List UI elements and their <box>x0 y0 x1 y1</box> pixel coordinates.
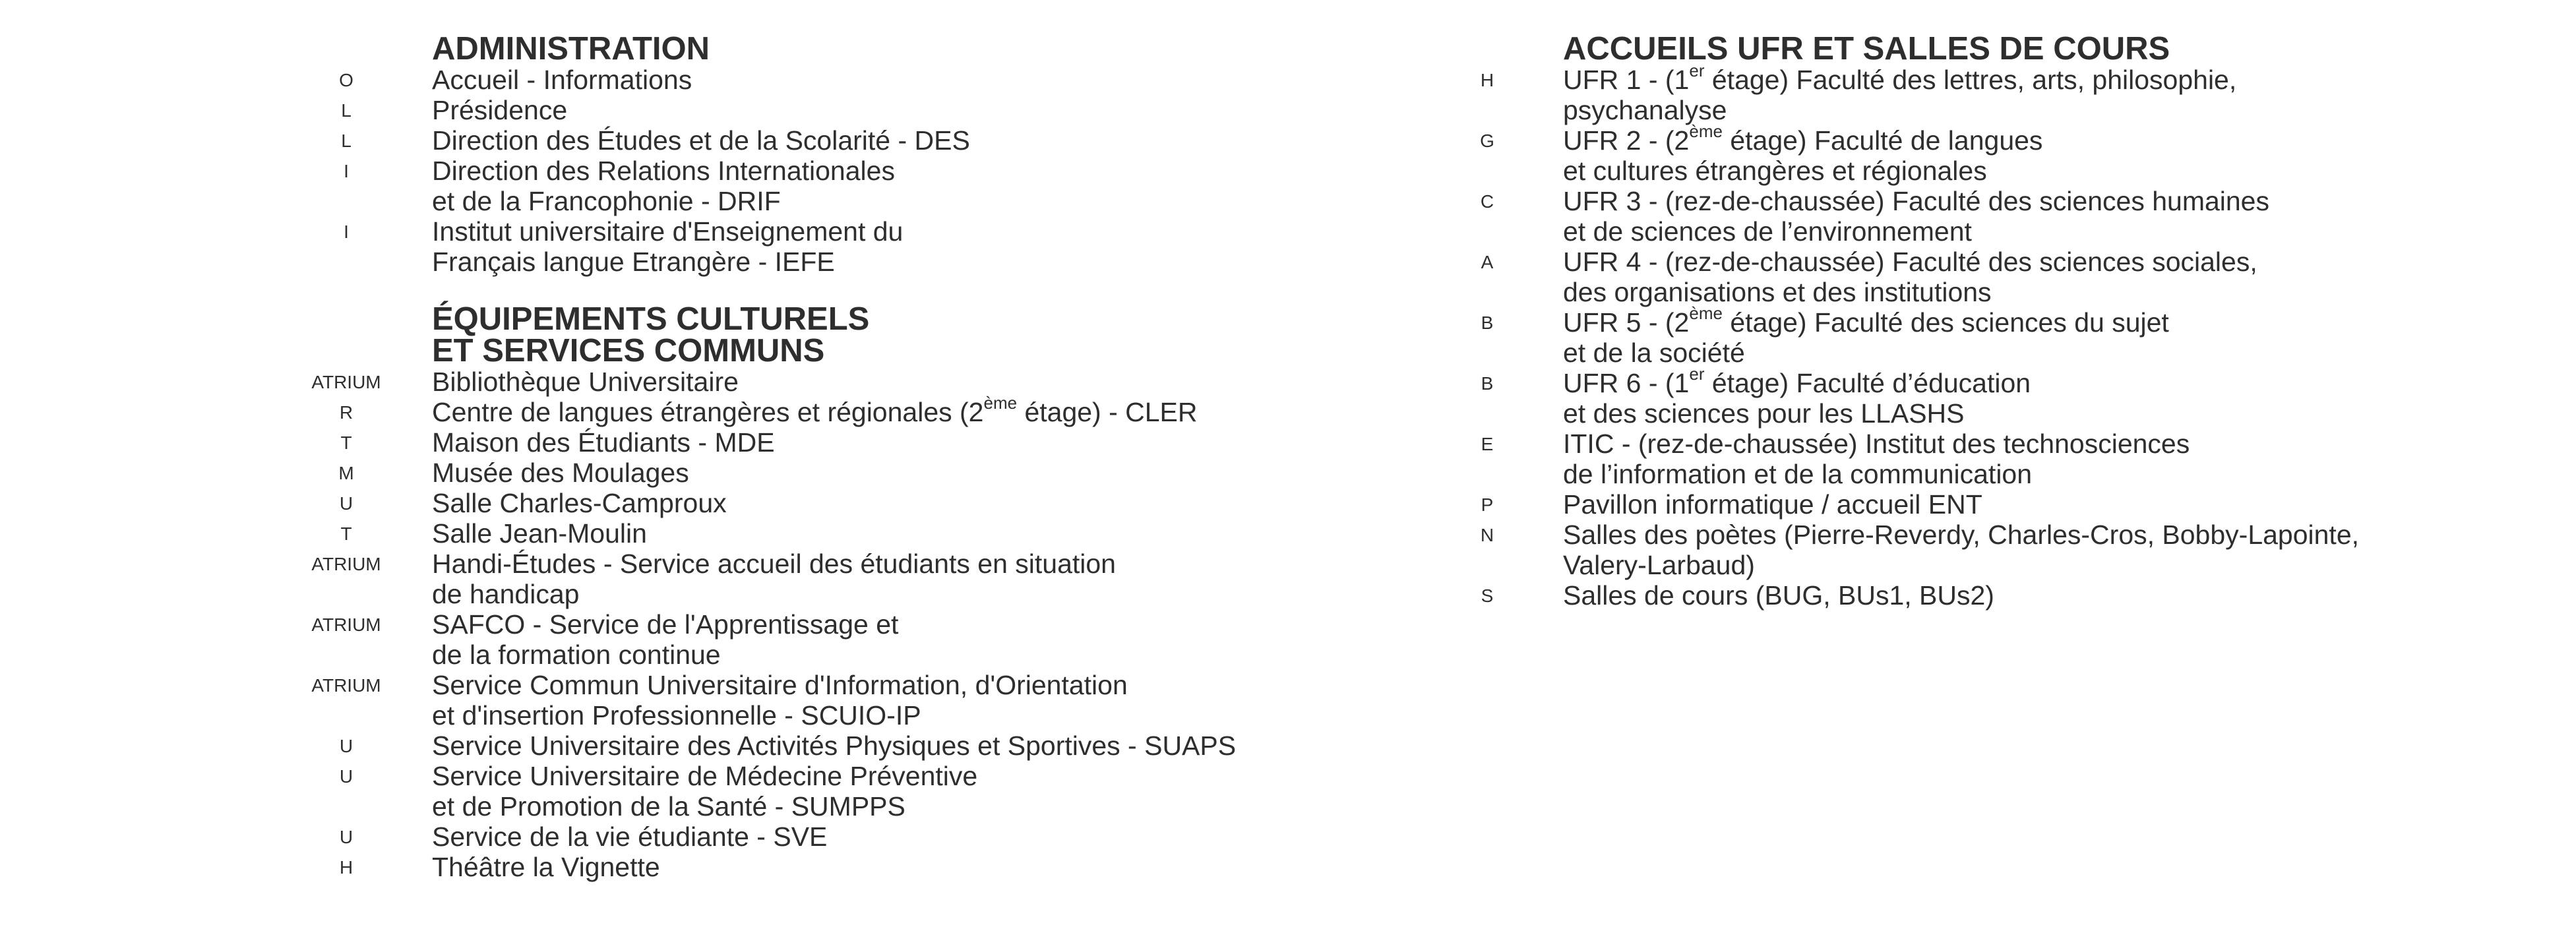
location-code: L <box>341 100 352 121</box>
location-code: U <box>339 493 353 514</box>
list-item <box>0 822 1286 852</box>
ordinal-superscript: er <box>1689 364 1705 384</box>
list-item <box>1451 429 2572 489</box>
entry-label-text: Salles des poètes (Pierre-Reverdy, Charles-Cros, Bobby-Lapointe, Valery-Larbaud) <box>1563 520 2360 580</box>
entry-label-text: ITIC - (rez-de-chaussée) Institut des technosciences de l’information et de la communication <box>1563 429 2190 489</box>
entry-label <box>1563 303 2572 368</box>
list-item <box>1451 121 2572 186</box>
entry-label <box>432 393 1286 427</box>
location-code: U <box>339 827 353 847</box>
entry-list <box>0 367 1286 882</box>
list-item <box>0 125 1286 156</box>
location-code: A <box>1481 252 1494 272</box>
entry-label-text: Musée des Moulages <box>432 458 689 488</box>
entry-label <box>432 367 1286 397</box>
location-code: ATRIUM <box>311 372 381 392</box>
location-code: L <box>341 131 352 151</box>
entry-label-text: Institut universitaire d'Enseignement du Français langue Etrangère - IEFE <box>432 216 904 277</box>
entry-label <box>1563 121 2572 186</box>
entry-label <box>432 731 1286 761</box>
entry-label-text: Accueil - Informations <box>432 65 692 95</box>
location-code: H <box>339 857 353 878</box>
section-heading: ADMINISTRATION <box>432 31 710 67</box>
location-code: ATRIUM <box>311 614 381 635</box>
list-item <box>0 95 1286 125</box>
location-code: ATRIUM <box>311 554 381 574</box>
list-item <box>0 488 1286 518</box>
list-item <box>1451 520 2572 580</box>
entry-label-text: UFR 1 - (1 <box>1563 65 1690 95</box>
list-item <box>1451 580 2572 611</box>
entry-label-text: Salle Charles-Camproux <box>432 488 727 518</box>
entry-label <box>432 427 1286 458</box>
entry-label-text: Théâtre la Vignette <box>432 852 660 882</box>
accueils-section <box>1451 33 2572 611</box>
entry-label-text: Direction des Études et de la Scolarité - DES <box>432 125 970 156</box>
equipements-section <box>0 303 1286 882</box>
administration-section <box>0 33 1286 277</box>
location-code: I <box>344 161 349 181</box>
entry-label <box>432 125 1286 156</box>
list-item <box>0 393 1286 427</box>
location-code: T <box>340 523 352 544</box>
entry-label <box>1563 580 2572 611</box>
location-code: E <box>1481 434 1494 454</box>
list-item <box>0 518 1286 549</box>
entry-label-text: étage) Faculté des lettres, arts, philosophie, psychanalyse <box>1563 65 2237 125</box>
list-item <box>0 65 1286 95</box>
entry-label <box>432 761 1286 822</box>
entry-label <box>432 95 1286 125</box>
entry-label <box>432 488 1286 518</box>
list-item <box>1451 489 2572 520</box>
entry-label <box>1563 429 2572 489</box>
entry-label-text: UFR 2 - (2 <box>1563 125 1690 156</box>
entry-label <box>432 670 1286 731</box>
list-item <box>0 852 1286 882</box>
entry-label-text: SAFCO - Service de l'Apprentissage et de la formation continue <box>432 609 899 670</box>
list-item <box>0 761 1286 822</box>
list-item <box>0 609 1286 670</box>
entry-label-text: UFR 6 - (1 <box>1563 368 1690 398</box>
entry-label-text: étage) Faculté de langues et cultures étrangères et régionales <box>1563 125 2043 186</box>
ordinal-superscript: er <box>1689 61 1705 81</box>
entry-label <box>1563 247 2572 307</box>
list-item <box>1451 364 2572 429</box>
section-heading: ACCUEILS UFR ET SALLES DE COURS <box>1563 31 2170 67</box>
ordinal-superscript: ème <box>1689 303 1723 324</box>
location-code: G <box>1480 131 1494 151</box>
list-item <box>0 549 1286 609</box>
entry-label <box>432 458 1286 488</box>
left-column <box>0 33 1286 909</box>
location-code: T <box>340 433 352 453</box>
entry-label-text: étage) - CLER <box>1017 397 1198 427</box>
section-heading: ÉQUIPEMENTS CULTURELS ET SERVICES COMMUNS <box>432 301 870 369</box>
entry-label <box>1563 61 2572 125</box>
entry-label-text: Salle Jean-Moulin <box>432 518 647 549</box>
location-code: B <box>1481 373 1494 394</box>
entry-label <box>1563 489 2572 520</box>
entry-label-text: Centre de langues étrangères et régionales (2 <box>432 397 984 427</box>
ordinal-superscript: ème <box>983 393 1018 413</box>
entry-label-text: UFR 5 - (2 <box>1563 307 1690 338</box>
list-item <box>0 427 1286 458</box>
list-item <box>0 367 1286 397</box>
list-item <box>0 731 1286 761</box>
location-code: C <box>1480 191 1494 212</box>
entry-label-text: Service de la vie étudiante - SVE <box>432 822 828 852</box>
entry-label-text: étage) Faculté d’éducation et des sciences pour les LLASHS <box>1563 368 2031 429</box>
right-column <box>1451 33 2572 637</box>
location-code: O <box>339 70 353 90</box>
location-code: H <box>1480 70 1494 90</box>
entry-label-text: Maison des Étudiants - MDE <box>432 427 775 458</box>
list-item <box>0 156 1286 216</box>
location-code: N <box>1480 525 1494 545</box>
entry-label-text: Direction des Relations Internationales et de la Francophonie - DRIF <box>432 156 895 216</box>
list-item <box>1451 186 2572 247</box>
entry-label-text: UFR 4 - (rez-de-chaussée) Faculté des sciences sociales, des organisations et des institutions <box>1563 247 2257 307</box>
entry-label <box>432 156 1286 216</box>
location-code: S <box>1481 585 1494 606</box>
entry-label-text: Service Universitaire de Médecine Préventive et de Promotion de la Santé - SUMPPS <box>432 761 978 822</box>
entry-label-text: étage) Faculté des sciences du sujet et de la société <box>1563 307 2169 368</box>
entry-label-text: Pavillon informatique / accueil ENT <box>1563 489 1982 520</box>
location-code: U <box>339 766 353 787</box>
entry-label-text: Bibliothèque Universitaire <box>432 367 739 397</box>
entry-list <box>0 65 1286 277</box>
list-item <box>0 216 1286 277</box>
entry-label <box>432 216 1286 277</box>
list-item <box>0 670 1286 731</box>
entry-label <box>1563 520 2572 580</box>
entry-label <box>432 549 1286 609</box>
entry-label <box>432 822 1286 852</box>
list-item <box>0 458 1286 488</box>
list-item <box>1451 61 2572 125</box>
location-code: B <box>1481 313 1494 333</box>
location-code: I <box>344 222 349 242</box>
location-code: P <box>1481 494 1494 515</box>
entry-label <box>1563 186 2572 247</box>
entry-label <box>432 518 1286 549</box>
entry-label-text: Service Commun Universitaire d'Information, d'Orientation et d'insertion Professionnelle - SCUIO-IP <box>432 670 1128 731</box>
entry-label-text: UFR 3 - (rez-de-chaussée) Faculté des sciences humaines et de sciences de l’environnement <box>1563 186 2269 247</box>
location-code: M <box>338 463 354 483</box>
ordinal-superscript: ème <box>1689 121 1723 142</box>
location-code: ATRIUM <box>311 675 381 696</box>
entry-label <box>1563 364 2572 429</box>
entry-label-text: Présidence <box>432 95 568 125</box>
list-item <box>1451 303 2572 368</box>
entry-label <box>432 852 1286 882</box>
entry-label-text: Service Universitaire des Activités Physiques et Sportives - SUAPS <box>432 731 1237 761</box>
entry-label-text: Salles de cours (BUG, BUs1, BUs2) <box>1563 580 1994 611</box>
location-code: R <box>339 402 353 423</box>
list-item <box>1451 247 2572 307</box>
location-code: U <box>339 736 353 756</box>
entry-label <box>432 65 1286 95</box>
entry-label-text: Handi-Études - Service accueil des étudiants en situation de handicap <box>432 549 1116 609</box>
entry-list <box>1451 61 2572 611</box>
entry-label <box>432 609 1286 670</box>
